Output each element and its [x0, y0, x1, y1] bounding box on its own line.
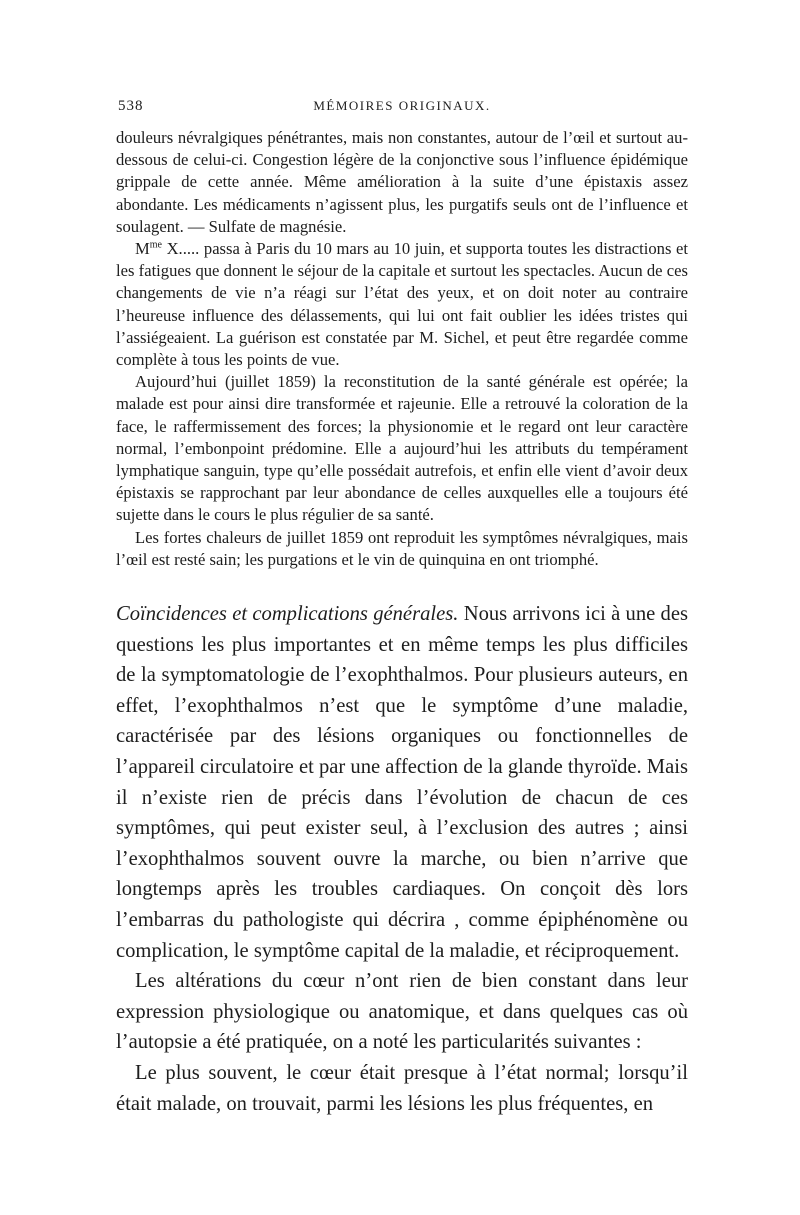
section-spacer [116, 571, 688, 599]
main-text-block [116, 599, 688, 1119]
paragraph: Aujourd’hui (juillet 1859) la reconstitution de la santé générale est opérée; la malade est pour ainsi dire transformée et rajeunie. Elle a retrouvé la coloration de la face, le raffermissement des forces; la physionomie et le regard ont leur caractère normal, l’embonpoint prédomine. Elle a aujourd’hui les attributs du tempérament lymphatique sanguin, type qu’elle possédait autrefois, et enfin elle vient d’avoir deux épistaxis se rapprochant par leur abondance de celles auxquelles elle a toujours été sujette dans le cours le plus régulier de sa santé. [116, 372, 688, 525]
running-title: MÉMOIRES ORIGINAUX. [313, 98, 491, 113]
abbrev-superscript: me [149, 239, 162, 251]
page-header [116, 98, 688, 124]
case-notes-block [116, 127, 688, 571]
book-page [116, 98, 688, 1119]
abbrev-madame: M [135, 239, 150, 259]
paragraph-text: X..... passa à Paris du 10 mars au 10 juin, et supporta toutes les distractions et les fatigues que donnent le séjour de la capitale et surtout les spectacles. Aucun de ces changements de vie n’a réagi sur l’état des yeux, et on doit noter au contraire l’heureuse influence des délassements, qui lui ont fait oublier les idées tristes qui l’assiégeaient. La guérison est constatée par M. Sichel, et peut être regardée comme complète à tous les points de vue. [116, 239, 688, 370]
paragraph: Les altérations du cœur n’ont rien de bien constant dans leur expression physiologique ou anatomique, et dans quelques cas où l’autopsie a été pratiquée, on a noté les particularités suivantes : [116, 970, 688, 1054]
paragraph: Le plus souvent, le cœur était presque à l’état normal; lorsqu’il était malade, on trouvait, parmi les lésions les plus fréquentes, en [116, 1061, 688, 1115]
page-number: 538 [118, 98, 144, 114]
paragraph [116, 238, 688, 371]
paragraph: douleurs névralgiques pénétrantes, mais non constantes, autour de l’œil et surtout au-dessous de celui-ci. Congestion légère de la conjonctive sous l’influence épidémique grippale de cette année. Même amélioration à la suite d’une épistaxis assez abondante. Les médicaments n’agissent plus, les purgatifs seuls ont de l’influence et soulagent. — Sulfate de magnésie. [116, 128, 688, 236]
paragraph: Les fortes chaleurs de juillet 1859 ont reproduit les symptômes névralgiques, mais l’œil est resté sain; les purgations et le vin de quinquina en ont triomphé. [116, 527, 688, 569]
paragraph-text: Nous arrivons ici à une des questions les plus importantes et en même temps les plus difficiles de la symptomatologie de l’exophthalmos. Pour plusieurs auteurs, en effet, l’exophthalmos n’est que le symptôme d’une maladie, caractérisée par des lésions organiques ou fonctionnelles de l’appareil circulatoire et par une affection de la glande thyroïde. Mais il n’existe rien de précis dans l’évolution de chacun de ces symptômes, qui peut exister seul, à l’exclusion des autres ; ainsi l’exophthalmos souvent ouvre la marche, ou bien n’arrive que longtemps après les troubles cardiaques. On conçoit dès lors l’embarras du pathologiste qui décrira , comme épiphénomène ou complication, le symptôme capital de la maladie, et réciproquement. [116, 603, 689, 962]
section-title: Coïncidences et complications générales. [116, 603, 459, 626]
paragraph [116, 599, 688, 966]
